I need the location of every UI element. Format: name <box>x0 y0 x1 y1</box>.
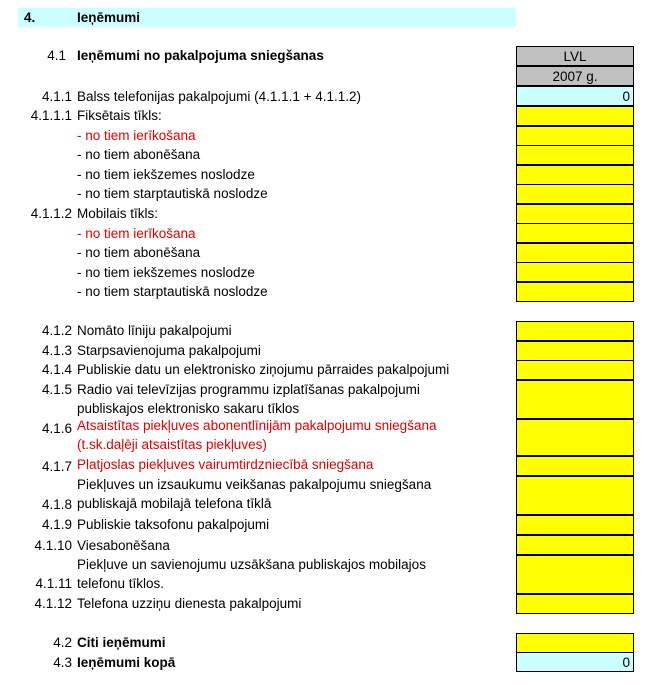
row-label: - no tiem starptautiskā noslodze <box>77 186 268 201</box>
input-cell[interactable] <box>516 145 634 165</box>
input-cell[interactable] <box>516 321 634 341</box>
row-label-continued: publiskajos elektronisko sakaru tīklos <box>77 401 300 416</box>
row-label-continued: (t.sk.daļēji atsaistītas piekļuves) <box>77 437 267 452</box>
input-cell[interactable] <box>516 223 634 243</box>
row-label: Telefona uzziņu dienesta pakalpojumi <box>77 596 302 611</box>
input-cell[interactable] <box>516 184 634 204</box>
other-income-cell[interactable] <box>516 633 634 653</box>
section-title: Ieņēmumi <box>77 10 141 25</box>
input-cell[interactable] <box>516 456 634 476</box>
row-label: Piekļuves un izsaukumu veikšanas pakalpojumu sniegšana <box>77 477 432 492</box>
input-cell[interactable] <box>516 515 634 535</box>
row-label: Mobilais tīkls: <box>77 206 159 221</box>
row-label: Viesabonēšana <box>77 538 170 553</box>
input-cell[interactable] <box>516 106 634 126</box>
subhead-number: 4.1 <box>47 48 66 63</box>
row-number: 4.1.2 <box>41 323 72 338</box>
row-label: - no tiem ierīkošana <box>77 128 196 143</box>
row-number: 4.1.10 <box>34 538 72 553</box>
row-label-continued: publiskajā mobilajā telefona tīklā <box>77 496 272 511</box>
row-number: 4.1.4 <box>41 362 72 377</box>
input-cell[interactable] <box>516 165 634 185</box>
row-number: 4.3 <box>53 655 72 670</box>
row-label: - no tiem abonēšana <box>77 245 201 260</box>
input-cell[interactable] <box>516 594 634 614</box>
currency-header-cell: LVL <box>516 46 634 66</box>
row-label: Nomāto līniju pakalpojumi <box>77 323 232 338</box>
row-label: Ieņēmumi kopā <box>77 655 176 670</box>
row-label: Radio vai televīzijas programmu izplatīšanas pakalpojumi <box>77 382 420 397</box>
row-number: 4.1.3 <box>41 343 72 358</box>
input-cell[interactable] <box>516 555 634 594</box>
year-header-cell: 2007 g. <box>516 66 634 86</box>
input-cell[interactable] <box>516 243 634 263</box>
row-number: 4.2 <box>53 635 72 650</box>
row-number: 4.1.9 <box>41 517 72 532</box>
row-label: Platjoslas piekļuves vairumtirdzniecībā sniegšana <box>77 457 374 472</box>
row-label: - no tiem starptautiskā noslodze <box>77 284 268 299</box>
row-label: Balss telefonijas pakalpojumi (4.1.1.1 + 4.1.1.2) <box>77 89 362 104</box>
row-number: 4.1.1.1 <box>30 108 72 123</box>
input-cell[interactable] <box>516 282 634 302</box>
total-income-cell[interactable]: 0 <box>516 652 634 672</box>
row-label: Fiksētais tīkls: <box>77 108 162 123</box>
input-cell[interactable] <box>516 262 634 282</box>
row-number: 4.1.12 <box>34 596 72 611</box>
row-number: 4.1.1.2 <box>30 206 72 221</box>
input-cell[interactable] <box>516 204 634 224</box>
row-number: 4.1.6 <box>41 421 72 436</box>
row-label: - no tiem iekšzemes noslodze <box>77 167 255 182</box>
row-label: Publiskie taksofonu pakalpojumi <box>77 517 270 532</box>
row-label: Citi ieņēmumi <box>77 635 166 650</box>
row-number: 4.1.8 <box>41 497 72 512</box>
row-label: - no tiem abonēšana <box>77 147 201 162</box>
row-label: - no tiem iekšzemes noslodze <box>77 265 255 280</box>
input-cell[interactable] <box>516 535 634 555</box>
input-cell[interactable] <box>516 341 634 361</box>
voice-total-cell[interactable]: 0 <box>516 86 634 106</box>
row-label: Atsaistītas piekļuves abonentlīnijām pakalpojumu sniegšana <box>77 418 437 433</box>
row-number: 4.1.7 <box>41 459 72 474</box>
row-number: 4.1.5 <box>41 382 72 397</box>
input-cell[interactable] <box>516 126 634 146</box>
input-cell[interactable] <box>516 476 634 515</box>
input-cell[interactable] <box>516 360 634 380</box>
section-number: 4. <box>24 10 36 25</box>
row-label: Starpsavienojuma pakalpojumi <box>77 343 261 358</box>
row-label: Piekļuve un savienojumu uzsākšana publiskajos mobilajos <box>77 557 426 572</box>
input-cell[interactable] <box>516 380 634 419</box>
subhead-title: Ieņēmumi no pakalpojuma sniegšanas <box>77 48 324 63</box>
row-number: 4.1.11 <box>35 576 72 591</box>
row-number: 4.1.1 <box>41 89 72 104</box>
row-label-continued: telefonu tīklos. <box>77 576 165 591</box>
row-label: - no tiem ierīkošana <box>77 226 196 241</box>
input-cell[interactable] <box>516 419 634 456</box>
row-label: Publiskie datu un elektronisko ziņojumu pārraides pakalpojumi <box>77 362 450 377</box>
